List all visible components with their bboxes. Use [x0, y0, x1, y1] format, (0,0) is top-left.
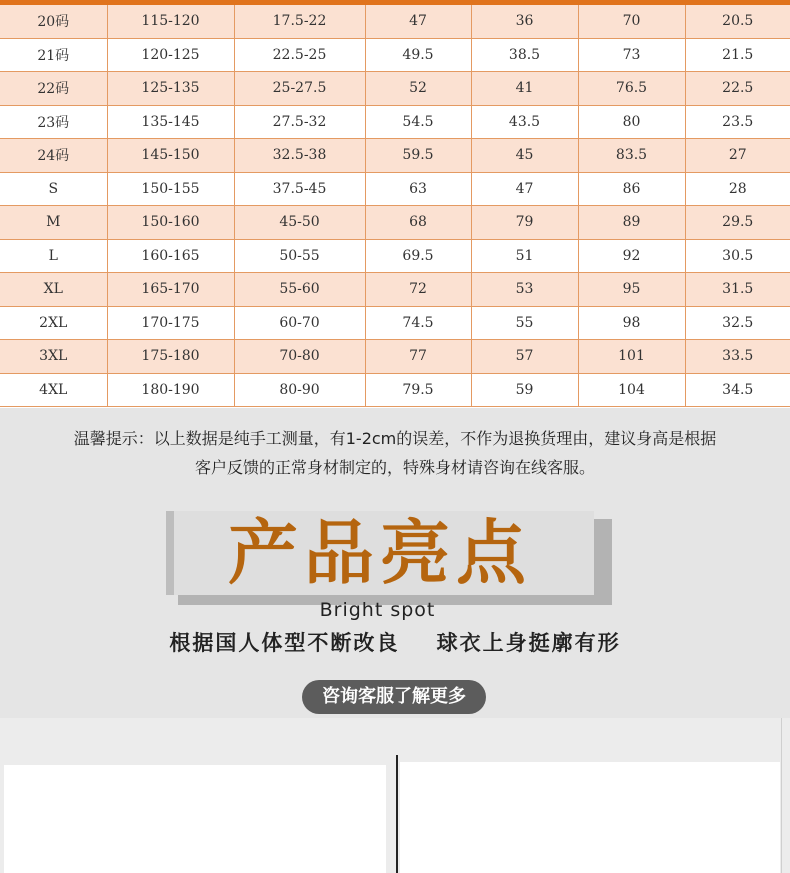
table-cell: 20码	[0, 5, 107, 38]
table-cell: 76.5	[578, 72, 685, 106]
table-cell: 98	[578, 306, 685, 340]
table-cell: 95	[578, 273, 685, 307]
table-cell: S	[0, 172, 107, 206]
table-cell: 63	[365, 172, 471, 206]
table-cell: 92	[578, 239, 685, 273]
table-cell: 53	[471, 273, 578, 307]
table-cell: 27.5-32	[234, 105, 365, 139]
table-cell: 86	[578, 172, 685, 206]
size-chart-body	[0, 5, 790, 407]
table-cell: 175-180	[107, 340, 234, 374]
table-cell: 115-120	[107, 5, 234, 38]
table-cell: 52	[365, 72, 471, 106]
table-cell: 51	[471, 239, 578, 273]
table-row	[0, 105, 790, 139]
table-cell: 72	[365, 273, 471, 307]
table-cell: 77	[365, 340, 471, 374]
table-cell: 45-50	[234, 206, 365, 240]
table-row	[0, 340, 790, 374]
panel-divider	[396, 755, 398, 873]
table-cell: 80-90	[234, 373, 365, 407]
table-cell: 31.5	[685, 273, 790, 307]
table-cell: 33.5	[685, 340, 790, 374]
panel-edge	[781, 718, 782, 873]
table-row	[0, 72, 790, 106]
table-row	[0, 172, 790, 206]
table-cell: 54.5	[365, 105, 471, 139]
table-cell: 22.5-25	[234, 38, 365, 72]
table-cell: 20.5	[685, 5, 790, 38]
table-cell: L	[0, 239, 107, 273]
table-cell: 49.5	[365, 38, 471, 72]
table-cell: 79	[471, 206, 578, 240]
table-cell: 4XL	[0, 373, 107, 407]
table-cell: 55-60	[234, 273, 365, 307]
table-row	[0, 38, 790, 72]
table-cell: 21码	[0, 38, 107, 72]
table-cell: 73	[578, 38, 685, 72]
table-cell: 79.5	[365, 373, 471, 407]
table-cell: 101	[578, 340, 685, 374]
table-cell: 160-165	[107, 239, 234, 273]
table-row	[0, 273, 790, 307]
table-cell: 165-170	[107, 273, 234, 307]
table-cell: 120-125	[107, 38, 234, 72]
table-row	[0, 5, 790, 38]
table-cell: 150-155	[107, 172, 234, 206]
table-cell: 47	[471, 172, 578, 206]
table-cell: 38.5	[471, 38, 578, 72]
table-cell: 25-27.5	[234, 72, 365, 106]
table-cell: 43.5	[471, 105, 578, 139]
table-cell: 37.5-45	[234, 172, 365, 206]
table-row	[0, 373, 790, 407]
table-row	[0, 139, 790, 173]
table-cell: 60-70	[234, 306, 365, 340]
size-note	[0, 424, 790, 482]
size-note-line-1: 温馨提示：以上数据是纯手工测量，有1-2cm的误差，不作为退换货理由，建议身高是根据	[73, 429, 717, 448]
table-cell: 32.5	[685, 306, 790, 340]
table-cell: 23.5	[685, 105, 790, 139]
table-cell: 45	[471, 139, 578, 173]
table-cell: 23码	[0, 105, 107, 139]
table-cell: 74.5	[365, 306, 471, 340]
table-row	[0, 206, 790, 240]
table-cell: 104	[578, 373, 685, 407]
size-chart-table	[0, 5, 790, 407]
table-cell: 47	[365, 5, 471, 38]
table-cell: 28	[685, 172, 790, 206]
table-cell: 180-190	[107, 373, 234, 407]
table-cell: 89	[578, 206, 685, 240]
table-cell: 70	[578, 5, 685, 38]
table-cell: 80	[578, 105, 685, 139]
table-cell: 135-145	[107, 105, 234, 139]
table-cell: 32.5-38	[234, 139, 365, 173]
table-cell: 3XL	[0, 340, 107, 374]
table-cell: 70-80	[234, 340, 365, 374]
highlight-subtitle: Bright spot	[319, 599, 436, 621]
table-cell: 125-135	[107, 72, 234, 106]
table-row	[0, 306, 790, 340]
table-cell: 170-175	[107, 306, 234, 340]
table-cell: 83.5	[578, 139, 685, 173]
table-cell: 150-160	[107, 206, 234, 240]
table-cell: XL	[0, 273, 107, 307]
table-cell: 57	[471, 340, 578, 374]
highlight-slogan: 根据国人体型不断改良 球衣上身挺廓有形	[169, 631, 621, 655]
product-image-right	[400, 762, 780, 873]
table-cell: 41	[471, 72, 578, 106]
table-cell: 68	[365, 206, 471, 240]
table-cell: 24码	[0, 139, 107, 173]
highlight-title: 产品亮点	[228, 511, 532, 594]
table-cell: 29.5	[685, 206, 790, 240]
table-cell: 2XL	[0, 306, 107, 340]
table-cell: M	[0, 206, 107, 240]
table-cell: 36	[471, 5, 578, 38]
table-cell: 27	[685, 139, 790, 173]
product-image-left	[4, 765, 386, 873]
contact-service-button[interactable]: 咨询客服了解更多	[302, 680, 486, 714]
table-cell: 59.5	[365, 139, 471, 173]
table-cell: 22.5	[685, 72, 790, 106]
table-cell: 59	[471, 373, 578, 407]
table-cell: 145-150	[107, 139, 234, 173]
table-cell: 30.5	[685, 239, 790, 273]
table-cell: 55	[471, 306, 578, 340]
table-cell: 50-55	[234, 239, 365, 273]
table-cell: 21.5	[685, 38, 790, 72]
table-cell: 34.5	[685, 373, 790, 407]
table-cell: 69.5	[365, 239, 471, 273]
size-note-line-2: 客户反馈的正常身材制定的，特殊身材请咨询在线客服。	[194, 458, 595, 477]
table-cell: 22码	[0, 72, 107, 106]
table-row	[0, 239, 790, 273]
table-cell: 17.5-22	[234, 5, 365, 38]
